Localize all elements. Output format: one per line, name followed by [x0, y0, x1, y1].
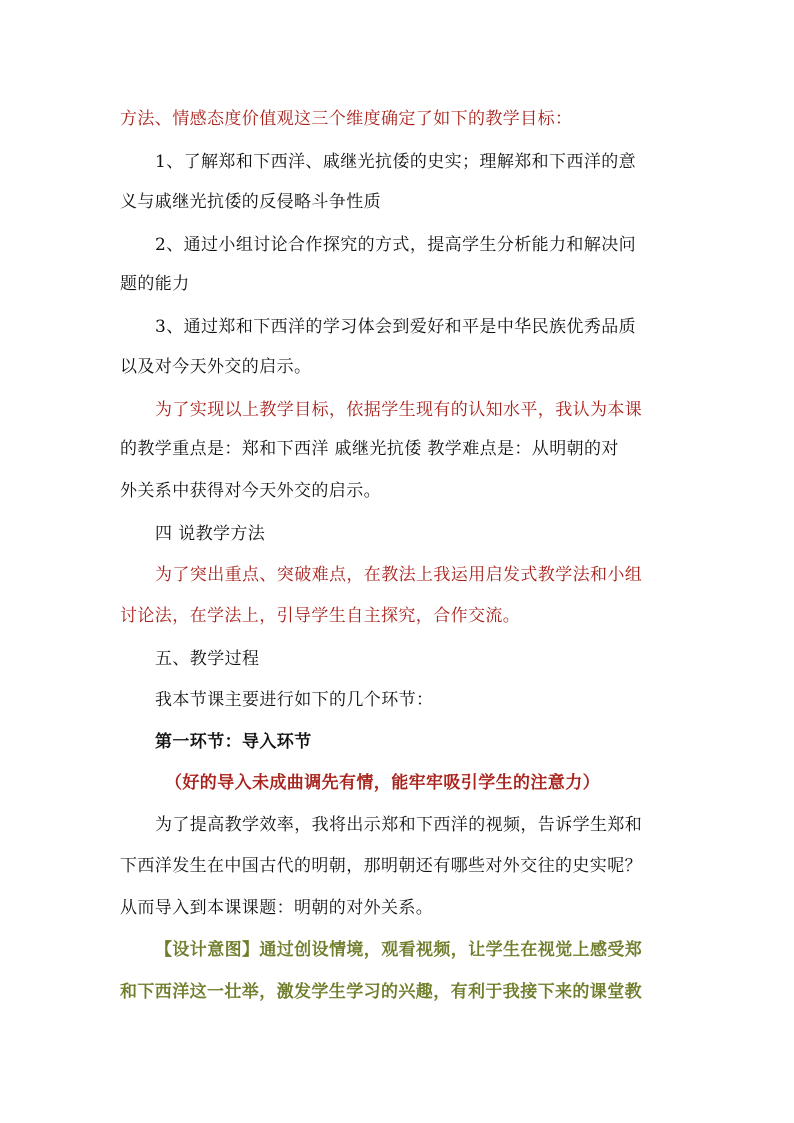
design-intent-line: 和下西洋这一壮举，激发学生学习的兴趣，有利于我接下来的课堂教	[120, 982, 642, 1002]
paragraph-line: 下西洋发生在中国古代的明朝，那明朝还有哪些对外交往的史实呢？	[120, 856, 642, 876]
section-heading: 四 说教学方法	[155, 524, 266, 544]
paragraph-line: 为了突出重点、突破难点，在教法上我运用启发式教学法和小组	[155, 565, 643, 585]
paragraph-line: 为了提高教学效率，我将出示郑和下西洋的视频，告诉学生郑和	[155, 815, 643, 835]
section-heading: 五、教学过程	[155, 649, 260, 669]
paragraph-line: 1、了解郑和下西洋、戚继光抗倭的史实；理解郑和下西洋的意	[155, 152, 637, 172]
paragraph-line: 义与戚继光抗倭的反侵略斗争性质	[120, 192, 381, 212]
paragraph-line: 方法、情感态度价值观这三个维度确定了如下的教学目标：	[120, 109, 573, 129]
paragraph-line: 以及对今天外交的启示。	[120, 357, 312, 377]
paragraph-line: 从而导入到本课课题：明朝的对外关系。	[120, 898, 434, 918]
paragraph-line: 2、通过小组讨论合作探究的方式，提高学生分析能力和解决问	[155, 235, 637, 255]
subsection-heading: 第一环节：导入环节	[155, 732, 312, 752]
paragraph-line: 为了实现以上教学目标，依据学生现有的认知水平，我认为本课	[155, 400, 643, 420]
highlight-note: （好的导入未成曲调先有情，能牢牢吸引学生的注意力）	[165, 773, 600, 793]
paragraph-line: 外关系中获得对今天外交的启示。	[120, 481, 381, 501]
paragraph-line: 3、通过郑和下西洋的学习体会到爱好和平是中华民族优秀品质	[155, 317, 637, 337]
paragraph-line: 我本节课主要进行如下的几个环节：	[155, 690, 434, 710]
design-intent-line: 【设计意图】通过创设情境，观看视频，让学生在视觉上感受郑	[155, 940, 643, 960]
paragraph-line: 讨论法，在学法上，引导学生自主探究，合作交流。	[120, 606, 521, 626]
paragraph-line: 题的能力	[120, 274, 190, 294]
paragraph-line: 的教学重点是：郑和下西洋 戚继光抗倭 教学难点是：从明朝的对	[120, 439, 619, 459]
